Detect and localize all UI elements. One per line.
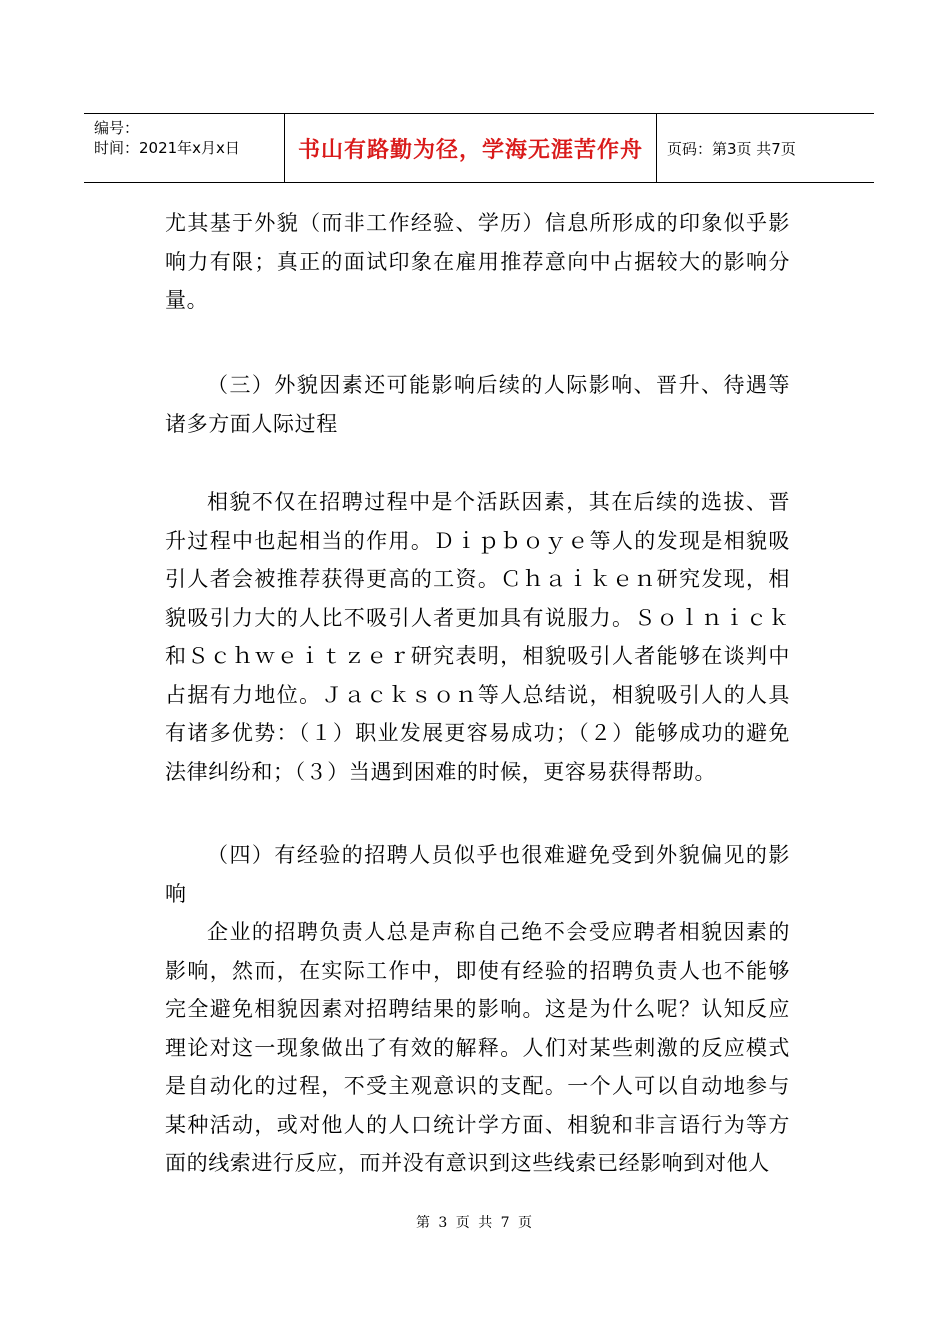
paragraph-1: 尤其基于外貌（而非工作经验、学历）信息所形成的印象似乎影响力有限；真正的面试印象在雇用推荐意向中占据较大的影响分量。	[165, 211, 790, 312]
paragraph-2: 相貌不仅在招聘过程中是个活跃因素，其在后续的选拔、晋升过程中也起相当的作用。Ｄｉｐｂｏｙｅ等人的发现是相貌吸引人者会被推荐获得更高的工资。Ｃｈａｉｋｅｎ研究发现，相貌吸引力大的人比不吸引人者更加具有说服力。Ｓｏｌｎｉｃｋ和Ｓｃｈｗｅｉｔｚｅｒ研究表明，相貌吸引人者能够在谈判中占据有力地位。Ｊａｃｋｓｏｎ等人总结说，相貌吸引人的人具有诸多优势：（１）职业发展更容易成功；（２）能够成功的避免法律纠纷和；（３）当遇到困难的时候，更容易获得帮助。	[165, 490, 790, 784]
section-body-4	[165, 913, 790, 1183]
header-motto-cell	[285, 114, 657, 182]
section-heading-3	[165, 366, 790, 443]
header-page-info: 页码：第3页 共7页	[667, 139, 796, 158]
document-number-label: 编号：	[94, 119, 140, 137]
section-body-3	[165, 483, 790, 791]
header-motto: 书山有路勤为径，学海无涯苦作舟	[297, 137, 643, 163]
page-footer	[0, 1212, 950, 1232]
document-time-label: 时间：2021年x月x日	[94, 139, 240, 157]
header-meta-cell	[84, 114, 285, 182]
header-page-cell	[657, 114, 874, 182]
footer-page-number: 第 3 页 共 7 页	[415, 1215, 535, 1231]
section-heading-4	[165, 836, 790, 913]
paragraph-continuation	[165, 204, 790, 320]
heading-3: （三）外貌因素还可能影响后续的人际影响、晋升、待遇等诸多方面人际过程	[165, 373, 790, 436]
paragraph-3: 企业的招聘负责人总是声称自己绝不会受应聘者相貌因素的影响，然而，在实际工作中，即使有经验的招聘负责人也不能够完全避免相貌因素对招聘结果的影响。这是为什么呢？认知反应理论对这一现象做出了有效的解释。人们对某些刺激的反应模式是自动化的过程，不受主观意识的支配。一个人可以自动地参与某种活动，或对他人的人口统计学方面、相貌和非言语行为等方面的线索进行反应，而并没有意识到这些线索已经影响到对他人	[165, 920, 790, 1175]
heading-4: （四）有经验的招聘人员似乎也很难避免受到外貌偏见的影响	[165, 843, 790, 906]
document-header	[84, 113, 874, 183]
